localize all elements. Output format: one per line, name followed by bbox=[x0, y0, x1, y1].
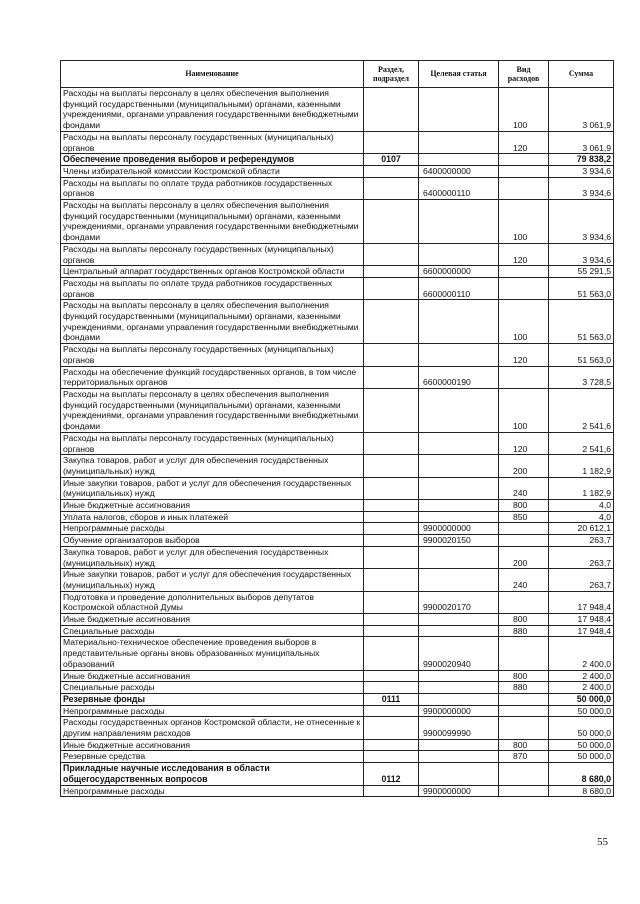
row-article bbox=[419, 455, 499, 477]
row-kind bbox=[499, 637, 549, 670]
table-row bbox=[61, 569, 614, 591]
table-row bbox=[61, 693, 614, 705]
row-section bbox=[364, 670, 419, 682]
row-article bbox=[419, 693, 499, 705]
row-article: 6400000110 bbox=[419, 177, 499, 199]
row-kind: 120 bbox=[499, 432, 549, 454]
header-kind: Вид расходов bbox=[499, 61, 549, 88]
row-sum: 55 291,5 bbox=[549, 266, 614, 278]
row-kind: 880 bbox=[499, 625, 549, 637]
row-section bbox=[364, 637, 419, 670]
table-row bbox=[61, 511, 614, 523]
row-sum: 3 934,6 bbox=[549, 177, 614, 199]
table-row bbox=[61, 717, 614, 739]
row-kind bbox=[499, 177, 549, 199]
row-kind: 120 bbox=[499, 131, 549, 153]
row-article bbox=[419, 511, 499, 523]
row-section bbox=[364, 366, 419, 388]
row-section bbox=[364, 614, 419, 626]
row-sum: 1 182,9 bbox=[549, 455, 614, 477]
row-name: Центральный аппарат государственных органов Костромской области bbox=[61, 266, 364, 278]
row-name: Специальные расходы bbox=[61, 682, 364, 694]
row-sum: 50 000,0 bbox=[549, 705, 614, 717]
table-row bbox=[61, 154, 614, 166]
row-section bbox=[364, 625, 419, 637]
row-section bbox=[364, 591, 419, 613]
row-sum: 17 948,4 bbox=[549, 625, 614, 637]
row-section bbox=[364, 200, 419, 244]
row-sum: 263,7 bbox=[549, 569, 614, 591]
header-name: Наименование bbox=[61, 61, 364, 88]
row-kind: 120 bbox=[499, 344, 549, 366]
table-row bbox=[61, 670, 614, 682]
row-section bbox=[364, 682, 419, 694]
row-name: Расходы на выплаты персоналу государственных (муниципальных) органов bbox=[61, 432, 364, 454]
row-article bbox=[419, 682, 499, 694]
table-row bbox=[61, 785, 614, 797]
row-name: Расходы на выплаты персоналу в целях обеспечения выполнения функций государственными (муниципальными) органами, казенными учреждениями, органами управления государственными внебюджетными фондами bbox=[61, 300, 364, 344]
row-name: Расходы на выплаты персоналу государственных (муниципальных) органов bbox=[61, 131, 364, 153]
row-name: Расходы на выплаты по оплате труда работников государственных органов bbox=[61, 277, 364, 299]
row-sum: 50 000,0 bbox=[549, 693, 614, 705]
row-name: Непрограммные расходы bbox=[61, 785, 364, 797]
row-name: Иные бюджетные ассигнования bbox=[61, 500, 364, 512]
row-article: 9900020940 bbox=[419, 637, 499, 670]
row-section bbox=[364, 477, 419, 499]
row-kind: 200 bbox=[499, 455, 549, 477]
header-row bbox=[61, 61, 614, 88]
row-name: Подготовка и проведение дополнительных выборов депутатов Костромской областной Думы bbox=[61, 591, 364, 613]
table-row bbox=[61, 625, 614, 637]
row-name: Уплата налогов, сборов и иных платежей bbox=[61, 511, 364, 523]
row-kind: 850 bbox=[499, 511, 549, 523]
row-sum: 3 934,6 bbox=[549, 243, 614, 265]
row-sum: 50 000,0 bbox=[549, 751, 614, 763]
table-row bbox=[61, 131, 614, 153]
row-article bbox=[419, 388, 499, 432]
table-row bbox=[61, 751, 614, 763]
row-name: Специальные расходы bbox=[61, 625, 364, 637]
row-sum: 8 680,0 bbox=[549, 763, 614, 785]
row-section: 0111 bbox=[364, 693, 419, 705]
row-name: Непрограммные расходы bbox=[61, 705, 364, 717]
row-sum: 3 934,6 bbox=[549, 165, 614, 177]
table-row bbox=[61, 739, 614, 751]
row-section bbox=[364, 277, 419, 299]
row-name: Расходы на выплаты персоналу государственных (муниципальных) органов bbox=[61, 344, 364, 366]
row-kind: 240 bbox=[499, 477, 549, 499]
row-kind bbox=[499, 705, 549, 717]
row-sum: 8 680,0 bbox=[549, 785, 614, 797]
page-number: 55 bbox=[597, 836, 608, 848]
row-name: Резервные средства bbox=[61, 751, 364, 763]
table-row bbox=[61, 614, 614, 626]
row-name: Иные бюджетные ассигнования bbox=[61, 739, 364, 751]
row-kind: 120 bbox=[499, 243, 549, 265]
row-kind bbox=[499, 693, 549, 705]
row-name: Закупка товаров, работ и услуг для обеспечения государственных (муниципальных) нужд bbox=[61, 546, 364, 568]
row-section bbox=[364, 569, 419, 591]
table-row bbox=[61, 88, 614, 132]
table-row bbox=[61, 763, 614, 785]
row-kind bbox=[499, 266, 549, 278]
row-article: 6600000110 bbox=[419, 277, 499, 299]
row-section bbox=[364, 344, 419, 366]
row-article bbox=[419, 88, 499, 132]
row-sum: 1 182,9 bbox=[549, 477, 614, 499]
row-section bbox=[364, 131, 419, 153]
table-row bbox=[61, 266, 614, 278]
row-article: 9900020170 bbox=[419, 591, 499, 613]
row-sum: 2 541,6 bbox=[549, 388, 614, 432]
row-article: 9900000000 bbox=[419, 523, 499, 535]
row-article bbox=[419, 300, 499, 344]
row-sum: 20 612,1 bbox=[549, 523, 614, 535]
header-sum: Сумма bbox=[549, 61, 614, 88]
row-article bbox=[419, 131, 499, 153]
row-article bbox=[419, 569, 499, 591]
row-article bbox=[419, 763, 499, 785]
row-sum: 263,7 bbox=[549, 546, 614, 568]
row-section bbox=[364, 705, 419, 717]
row-sum: 3 728,5 bbox=[549, 366, 614, 388]
row-section bbox=[364, 300, 419, 344]
row-section bbox=[364, 535, 419, 547]
row-kind: 800 bbox=[499, 670, 549, 682]
row-article: 9900020150 bbox=[419, 535, 499, 547]
row-kind bbox=[499, 154, 549, 166]
row-sum: 2 400,0 bbox=[549, 682, 614, 694]
row-kind bbox=[499, 591, 549, 613]
row-section bbox=[364, 511, 419, 523]
row-sum: 2 400,0 bbox=[549, 637, 614, 670]
row-article: 9900000000 bbox=[419, 705, 499, 717]
table-row bbox=[61, 523, 614, 535]
header-article: Целевая статья bbox=[419, 61, 499, 88]
row-article bbox=[419, 751, 499, 763]
row-article: 9900099990 bbox=[419, 717, 499, 739]
header-section: Раздел, подраздел bbox=[364, 61, 419, 88]
row-section bbox=[364, 432, 419, 454]
row-kind bbox=[499, 277, 549, 299]
row-section: 0107 bbox=[364, 154, 419, 166]
table-row bbox=[61, 432, 614, 454]
row-section bbox=[364, 177, 419, 199]
row-kind: 240 bbox=[499, 569, 549, 591]
row-section bbox=[364, 739, 419, 751]
row-kind: 100 bbox=[499, 200, 549, 244]
row-sum: 2 541,6 bbox=[549, 432, 614, 454]
row-sum: 4,0 bbox=[549, 500, 614, 512]
row-section bbox=[364, 266, 419, 278]
row-article bbox=[419, 739, 499, 751]
row-sum: 3 061,9 bbox=[549, 131, 614, 153]
row-name: Иные закупки товаров, работ и услуг для обеспечения государственных (муниципальных) нужд bbox=[61, 477, 364, 499]
row-kind bbox=[499, 535, 549, 547]
row-article bbox=[419, 546, 499, 568]
row-kind: 880 bbox=[499, 682, 549, 694]
row-article bbox=[419, 243, 499, 265]
table-row bbox=[61, 637, 614, 670]
row-section bbox=[364, 500, 419, 512]
row-article bbox=[419, 670, 499, 682]
row-sum: 2 400,0 bbox=[549, 670, 614, 682]
row-name: Расходы на выплаты по оплате труда работников государственных органов bbox=[61, 177, 364, 199]
row-section bbox=[364, 785, 419, 797]
row-name: Закупка товаров, работ и услуг для обеспечения государственных (муниципальных) нужд bbox=[61, 455, 364, 477]
table-row bbox=[61, 366, 614, 388]
row-name: Материально-техническое обеспечение проведения выборов в представительные органы вновь образованных муниципальных образований bbox=[61, 637, 364, 670]
row-sum: 79 838,2 bbox=[549, 154, 614, 166]
row-section bbox=[364, 455, 419, 477]
row-name: Расходы на выплаты персоналу в целях обеспечения выполнения функций государственными (муниципальными) органами, казенными учреждениями, органами управления государственными внебюджетными фондами bbox=[61, 200, 364, 244]
row-article bbox=[419, 154, 499, 166]
row-name: Расходы на выплаты персоналу государственных (муниципальных) органов bbox=[61, 243, 364, 265]
row-section bbox=[364, 165, 419, 177]
row-sum: 50 000,0 bbox=[549, 717, 614, 739]
row-article: 9900000000 bbox=[419, 785, 499, 797]
table-row bbox=[61, 277, 614, 299]
row-article: 6600000000 bbox=[419, 266, 499, 278]
row-name: Прикладные научные исследования в области общегосударственных вопросов bbox=[61, 763, 364, 785]
row-kind: 100 bbox=[499, 300, 549, 344]
table-row bbox=[61, 243, 614, 265]
row-name: Резервные фонды bbox=[61, 693, 364, 705]
table-body bbox=[61, 88, 614, 797]
row-section bbox=[364, 88, 419, 132]
row-section bbox=[364, 523, 419, 535]
table-row bbox=[61, 455, 614, 477]
row-section bbox=[364, 243, 419, 265]
row-kind: 800 bbox=[499, 500, 549, 512]
row-article bbox=[419, 432, 499, 454]
row-article bbox=[419, 477, 499, 499]
row-article bbox=[419, 344, 499, 366]
row-kind bbox=[499, 366, 549, 388]
row-article bbox=[419, 625, 499, 637]
row-name: Обеспечение проведения выборов и референдумов bbox=[61, 154, 364, 166]
row-kind: 800 bbox=[499, 614, 549, 626]
row-name: Члены избирательной комиссии Костромской области bbox=[61, 165, 364, 177]
budget-sheet bbox=[60, 60, 613, 797]
row-sum: 263,7 bbox=[549, 535, 614, 547]
table-row bbox=[61, 344, 614, 366]
row-section bbox=[364, 546, 419, 568]
table-row bbox=[61, 388, 614, 432]
row-kind: 200 bbox=[499, 546, 549, 568]
table-row bbox=[61, 591, 614, 613]
row-section: 0112 bbox=[364, 763, 419, 785]
row-kind bbox=[499, 523, 549, 535]
table-row bbox=[61, 500, 614, 512]
row-article bbox=[419, 200, 499, 244]
row-kind bbox=[499, 165, 549, 177]
row-kind: 870 bbox=[499, 751, 549, 763]
table-row bbox=[61, 165, 614, 177]
row-article: 6400000000 bbox=[419, 165, 499, 177]
row-sum: 51 563,0 bbox=[549, 300, 614, 344]
row-sum: 4,0 bbox=[549, 511, 614, 523]
row-article bbox=[419, 614, 499, 626]
row-section bbox=[364, 751, 419, 763]
table-row bbox=[61, 477, 614, 499]
row-kind: 800 bbox=[499, 739, 549, 751]
row-kind: 100 bbox=[499, 88, 549, 132]
row-article bbox=[419, 500, 499, 512]
row-sum: 3 934,6 bbox=[549, 200, 614, 244]
row-name: Непрограммные расходы bbox=[61, 523, 364, 535]
row-name: Иные бюджетные ассигнования bbox=[61, 614, 364, 626]
row-article: 6600000190 bbox=[419, 366, 499, 388]
row-name: Расходы на выплаты персоналу в целях обеспечения выполнения функций государственными (муниципальными) органами, казенными учреждениями, органами управления государственными внебюджетными фондами bbox=[61, 388, 364, 432]
table-row bbox=[61, 546, 614, 568]
table-row bbox=[61, 177, 614, 199]
row-kind bbox=[499, 763, 549, 785]
row-kind bbox=[499, 785, 549, 797]
row-sum: 17 948,4 bbox=[549, 614, 614, 626]
row-kind: 100 bbox=[499, 388, 549, 432]
row-name: Иные закупки товаров, работ и услуг для обеспечения государственных (муниципальных) нужд bbox=[61, 569, 364, 591]
row-sum: 17 948,4 bbox=[549, 591, 614, 613]
row-section bbox=[364, 388, 419, 432]
budget-table bbox=[60, 60, 614, 797]
row-kind bbox=[499, 717, 549, 739]
row-sum: 51 563,0 bbox=[549, 344, 614, 366]
row-section bbox=[364, 717, 419, 739]
table-row bbox=[61, 682, 614, 694]
row-sum: 3 061,9 bbox=[549, 88, 614, 132]
row-sum: 51 563,0 bbox=[549, 277, 614, 299]
row-name: Расходы государственных органов Костромской области, не отнесенные к другим направлениям расходов bbox=[61, 717, 364, 739]
row-name: Иные бюджетные ассигнования bbox=[61, 670, 364, 682]
row-sum: 50 000,0 bbox=[549, 739, 614, 751]
row-name: Расходы на выплаты персоналу в целях обеспечения выполнения функций государственными (муниципальными) органами, казенными учреждениями, органами управления государственными внебюджетными фондами bbox=[61, 88, 364, 132]
table-row bbox=[61, 705, 614, 717]
table-row bbox=[61, 535, 614, 547]
row-name: Расходы на обеспечение функций государственных органов, в том числе территориальных органов bbox=[61, 366, 364, 388]
table-row bbox=[61, 200, 614, 244]
table-row bbox=[61, 300, 614, 344]
row-name: Обучение организаторов выборов bbox=[61, 535, 364, 547]
